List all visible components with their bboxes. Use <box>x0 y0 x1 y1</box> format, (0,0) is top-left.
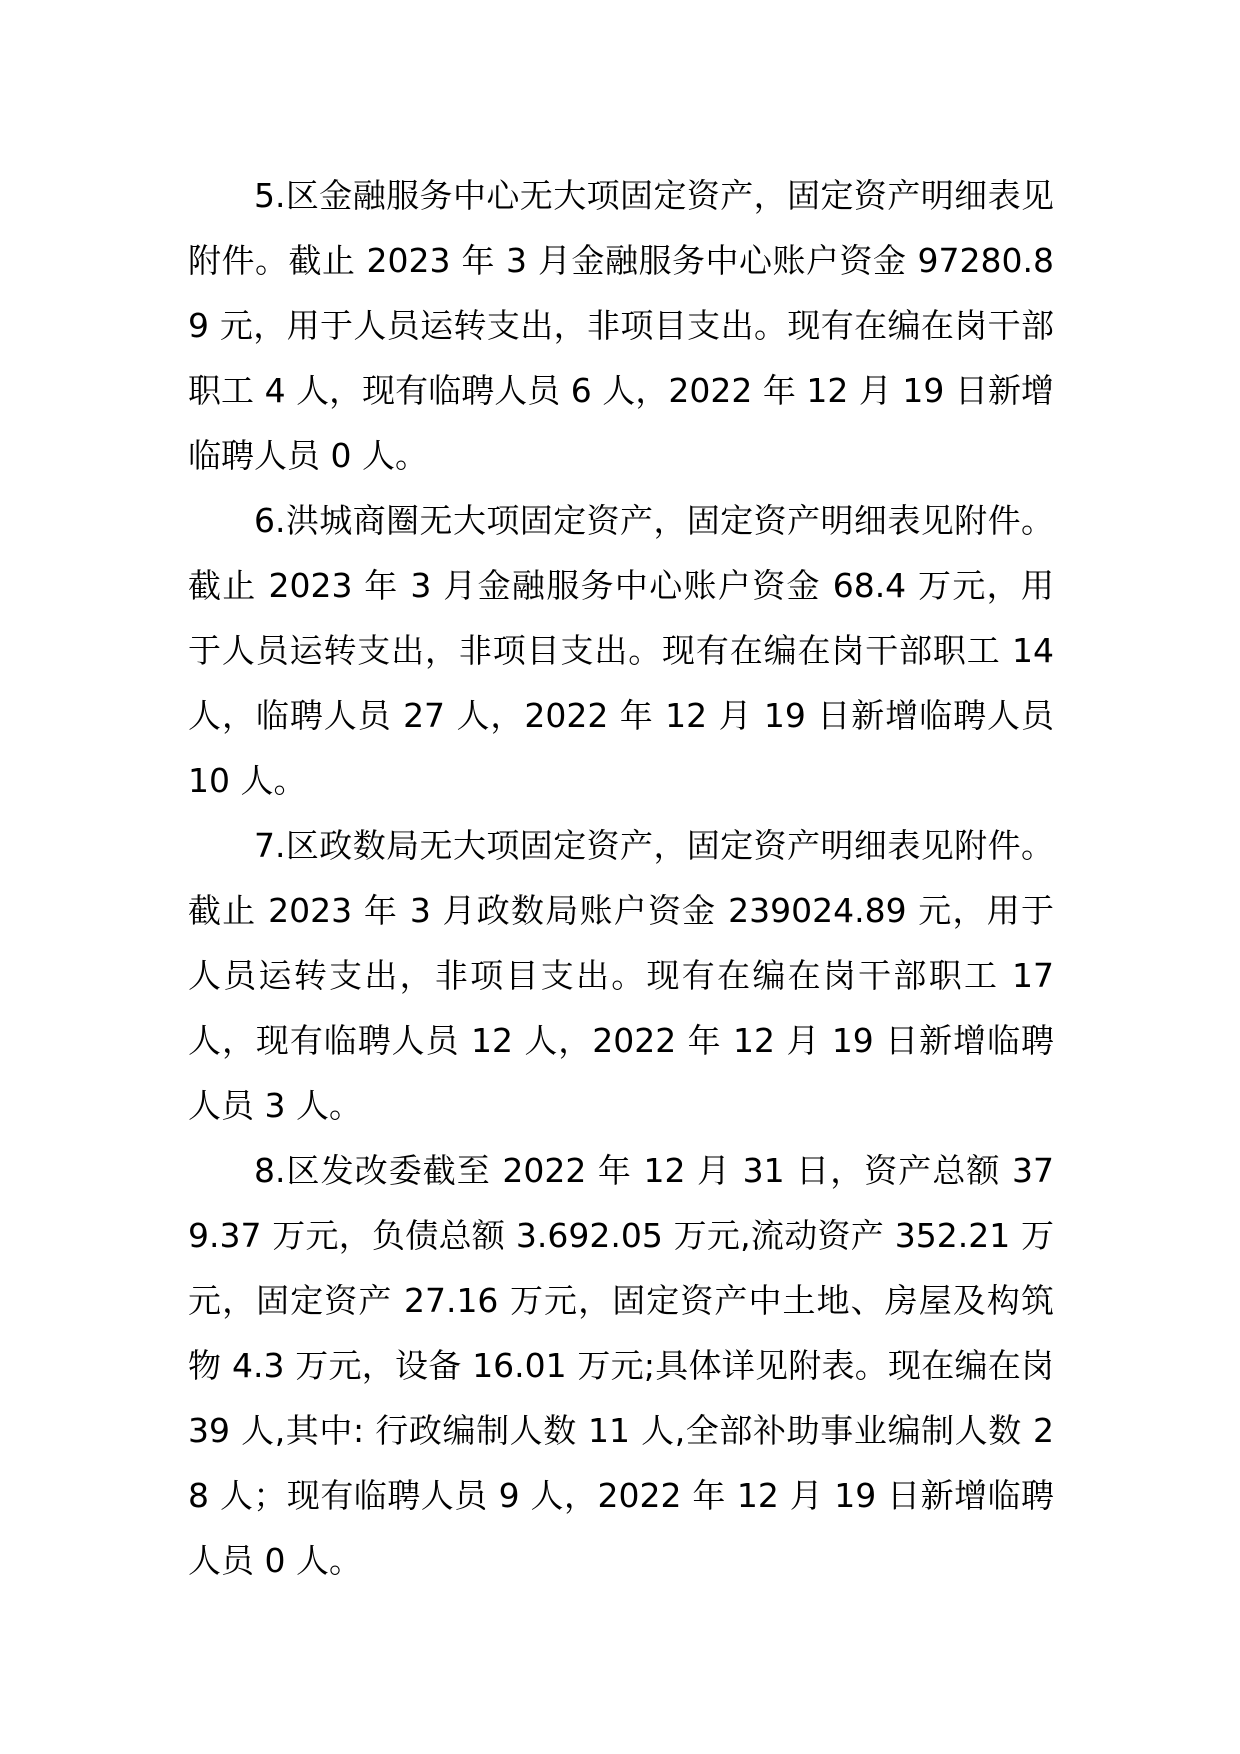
paragraph-7: 7.区政数局无大项固定资产，固定资产明细表见附件。截止 2023 年 3 月政数局账户资金 239024.89 元，用于人员运转支出，非项目支出。现有在编在岗干部职工 17 人，现有临聘人员 12 人，2022 年 12 月 19 日新增临聘人员 3 人。 <box>188 826 1054 1125</box>
paragraph-6: 6.洪城商圈无大项固定资产，固定资产明细表见附件。截止 2023 年 3 月金融服务中心账户资金 68.4 万元，用于人员运转支出，非项目支出。现有在编在岗干部职工 14 人，临聘人员 27 人，2022 年 12 月 19 日新增临聘人员 10 人。 <box>188 501 1054 800</box>
document-body <box>188 163 1054 1593</box>
paragraph-8: 8.区发改委截至 2022 年 12 月 31 日，资产总额 379.37 万元，负债总额 3.692.05 万元,流动资产 352.21 万元，固定资产 27.16 万元，固定资产中土地、房屋及构筑物 4.3 万元，设备 16.01 万元;具体详见附表。现在编在岗 39 人,其中: 行政编制人数 11 人,全部补助事业编制人数 28 人；现有临聘人员 9 人，2022 年 12 月 19 日新增临聘人员 0 人。 <box>188 1151 1054 1580</box>
paragraph-5: 5.区金融服务中心无大项固定资产，固定资产明细表见附件。截止 2023 年 3 月金融服务中心账户资金 97280.89 元，用于人员运转支出，非项目支出。现有在编在岗干部职工 4 人，现有临聘人员 6 人，2022 年 12 月 19 日新增临聘人员 0 人。 <box>188 176 1054 475</box>
